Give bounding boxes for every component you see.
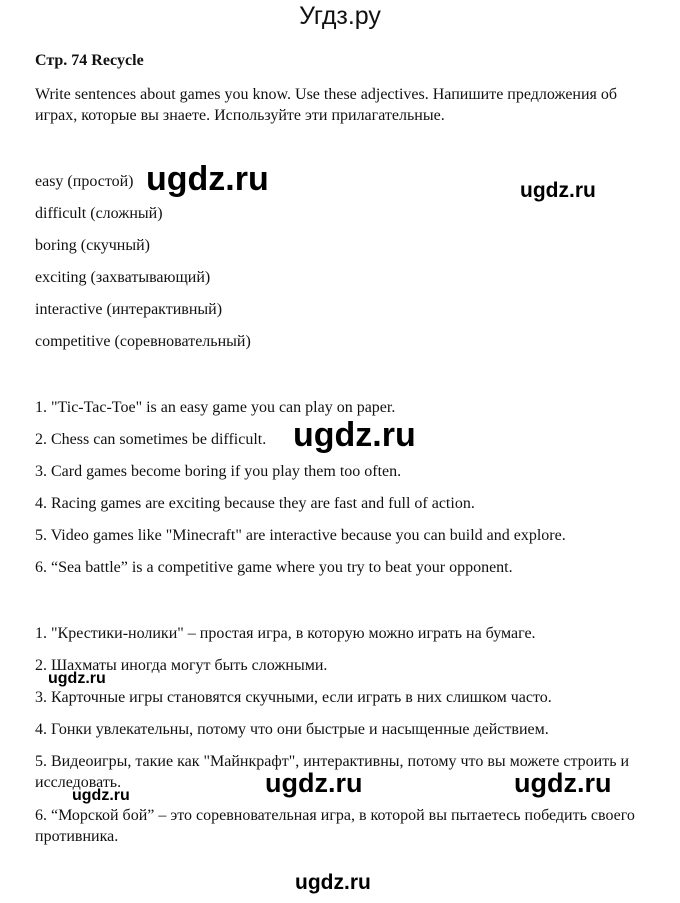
- watermark: ugdz.ru: [265, 768, 363, 798]
- russian-sentence: 4. Гонки увлекательны, потому что они быстрые и насыщенные действием.: [35, 721, 549, 738]
- watermark: ugdz.ru: [48, 670, 106, 687]
- russian-sentence: 3. Карточные игры становятся скучными, если играть в них слишком часто.: [35, 689, 552, 706]
- english-sentence: 2. Chess can sometimes be difficult.: [35, 431, 267, 448]
- english-sentence: 4. Racing games are exciting because they are fast and full of action.: [35, 495, 475, 512]
- english-sentence: 3. Card games become boring if you play them too often.: [35, 463, 402, 480]
- watermark: ugdz.ru: [295, 871, 371, 894]
- watermark: ugdz.ru: [146, 160, 269, 198]
- adjective-item: interactive (интерактивный): [35, 301, 223, 318]
- adjective-item: boring (скучный): [35, 237, 150, 254]
- watermark: ugdz.ru: [520, 179, 596, 202]
- adjective-item: exciting (захватывающий): [35, 269, 211, 286]
- russian-sentence: 1. "Крестики-нолики" – простая игра, в которую можно играть на бумаге.: [35, 625, 536, 642]
- russian-sentence: 2. Шахматы иногда могут быть сложными.: [35, 657, 328, 674]
- site-title: Угдз.ру: [299, 2, 381, 30]
- task-instruction: Write sentences about games you know. Use these adjectives. Напишите предложения об играх, которые вы знаете. Используйте эти прилагательные.: [35, 86, 618, 124]
- russian-sentence: 6. “Морской бой” – это соревновательная игра, в которой вы пытаетесь победить своего противника.: [35, 807, 635, 845]
- russian-sentence: 5. Видеоигры, такие как "Майнкрафт", интерактивны, потому что вы можете строить и исследовать.: [35, 753, 630, 791]
- adjective-item: difficult (сложный): [35, 205, 163, 222]
- page-heading: Стр. 74 Recycle: [35, 52, 144, 69]
- watermark: ugdz.ru: [293, 416, 416, 454]
- watermark: ugdz.ru: [72, 787, 130, 804]
- english-sentence: 6. “Sea battle” is a competitive game where you try to beat your opponent.: [35, 559, 513, 576]
- english-sentence: 5. Video games like "Minecraft" are interactive because you can build and explore.: [35, 527, 566, 544]
- watermark: ugdz.ru: [514, 768, 612, 798]
- english-sentence: 1. "Tic-Tac-Toe" is an easy game you can play on paper.: [35, 399, 396, 416]
- adjective-item: easy (простой): [35, 173, 134, 190]
- adjective-item: competitive (соревновательный): [35, 333, 251, 350]
